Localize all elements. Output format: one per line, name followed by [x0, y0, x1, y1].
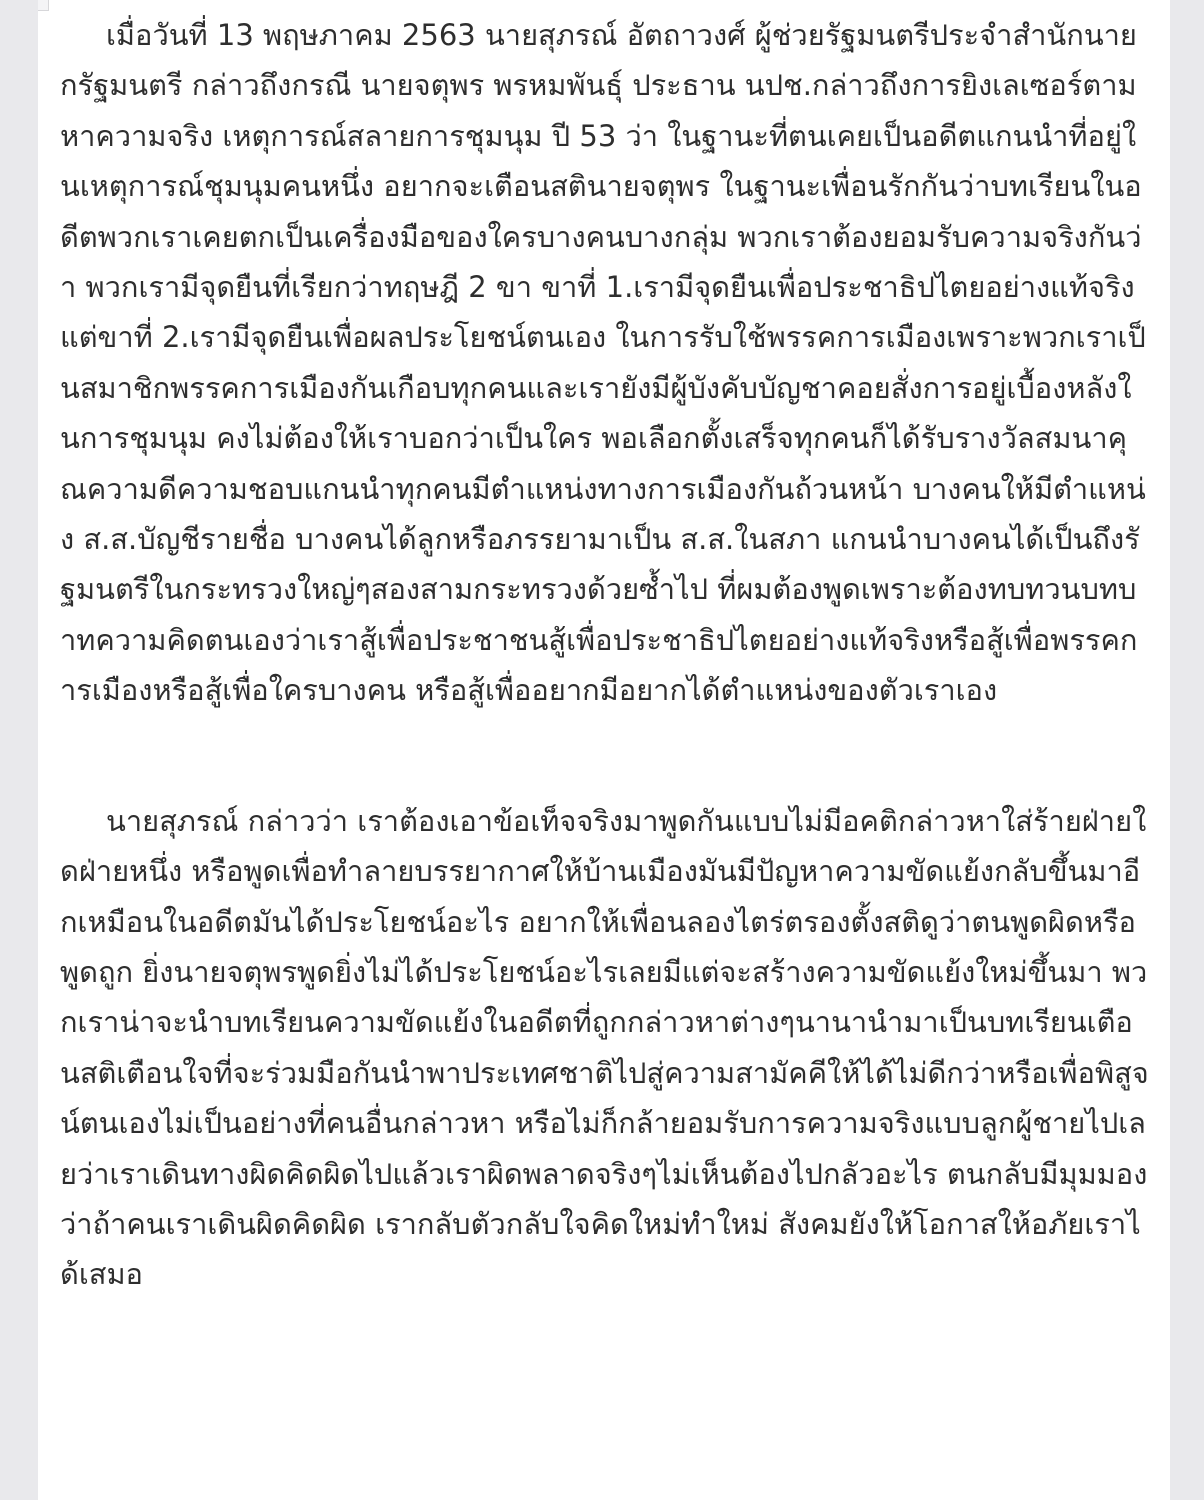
- page-corner-mark: [38, 0, 49, 11]
- article-page: [38, 0, 1170, 1500]
- article-body: [60, 10, 1150, 1300]
- paragraph-spacer: [60, 716, 1150, 796]
- paragraph-2: นายสุภรณ์ กล่าวว่า เราต้องเอาข้อเท็จจริงมาพูดกันแบบไม่มีอคติกล่าวหาใส่ร้ายฝ่ายใดฝ่ายหนึ่ง หรือพูดเพื่อทำลายบรรยากาศให้บ้านเมืองมันมีปัญหาความขัดแย้งกลับขึ้นมาอีกเหมือนในอดีตมันได้ประโยชน์อะไร อยากให้เพื่อนลองไตร่ตรองตั้งสติดูว่าตนพูดผิดหรือพูดถูก ยิ่งนายจตุพรพูดยิ่งไม่ได้ประโยชน์อะไรเลยมีแต่จะสร้างความขัดแย้งใหม่ขึ้นมา พวกเราน่าจะนำบทเรียนความขัดแย้งในอดีตที่ถูกกล่าวหาต่างๆนานานำมาเป็นบทเรียนเตือนสติเตือนใจที่จะร่วมมือกันนำพาประเทศชาติไปสู่ความสามัคคีให้ได้ไม่ดีกว่าหรือเพื่อพิสูจน์ตนเองไม่เป็นอย่างที่คนอื่นกล่าวหา หรือไม่ก็กล้ายอมรับการความจริงแบบลูกผู้ชายไปเลยว่าเราเดินทางผิดคิดผิดไปแล้วเราผิดพลาดจริงๆไม่เห็นต้องไปกลัวอะไร ตนกลับมีมุมมองว่าถ้าคนเราเดินผิดคิดผิด เรากลับตัวกลับใจคิดใหม่ทำใหม่ สังคมยังให้โอกาสให้อภัยเราได้เสมอ: [60, 803, 1149, 1292]
- paragraph-1: เมื่อวันที่ 13 พฤษภาคม 2563 นายสุภรณ์ อัตถาวงศ์ ผู้ช่วยรัฐมนตรีประจำสำนักนายกรัฐมนตรี กล่าวถึงกรณี นายจตุพร พรหมพันธุ์ ประธาน นปช.กล่าวถึงการยิงเลเซอร์ตามหาความจริง เหตุการณ์สลายการชุมนุม ปี 53 ว่า ในฐานะที่ตนเคยเป็นอดีตแกนนำที่อยู่ในเหตุการณ์ชุมนุมคนหนึ่ง อยากจะเตือนสตินายจตุพร ในฐานะเพื่อนรักกันว่าบทเรียนในอดีตพวกเราเคยตกเป็นเครื่องมือของใครบางคนบางกลุ่ม พวกเราต้องยอมรับความจริงกันว่า พวกเรามีจุดยืนที่เรียกว่าทฤษฎี 2 ขา ขาที่ 1.เรามีจุดยืนเพื่อประชาธิปไตยอย่างแท้จริง แต่ขาที่ 2.เรามีจุดยืนเพื่อผลประโยชน์ตนเอง ในการรับใช้พรรคการเมืองเพราะพวกเราเป็นสมาชิกพรรคการเมืองกันเกือบทุกคนและเรายังมีผู้บังคับบัญชาคอยสั่งการอยู่เบื้องหลังในการชุมนุม คงไม่ต้องให้เราบอกว่าเป็นใคร พอเลือกตั้งเสร็จทุกคนก็ได้รับรางวัลสมนาคุณความดีความชอบแกนนำทุกคนมีตำแหน่งทางการเมืองกันถ้วนหน้า บางคนให้มีตำแหน่ง ส.ส.บัญชีรายชื่อ บางคนได้ลูกหรือภรรยามาเป็น ส.ส.ในสภา แกนนำบางคนได้เป็นถึงรัฐมนตรีในกระทรวงใหญ่ๆสองสามกระทรวงด้วยซ้ำไป ที่ผมต้องพูดเพราะต้องทบทวนบทบาทความคิดตนเองว่าเราสู้เพื่อประชาชนสู้เพื่อประชาธิปไตยอย่างแท้จริงหรือสู้เพื่อพรรคการเมืองหรือสู้เพื่อใครบางคน หรือสู้เพื่ออยากมีอยากได้ตำแหน่งของตัวเราเอง: [60, 18, 1146, 708]
